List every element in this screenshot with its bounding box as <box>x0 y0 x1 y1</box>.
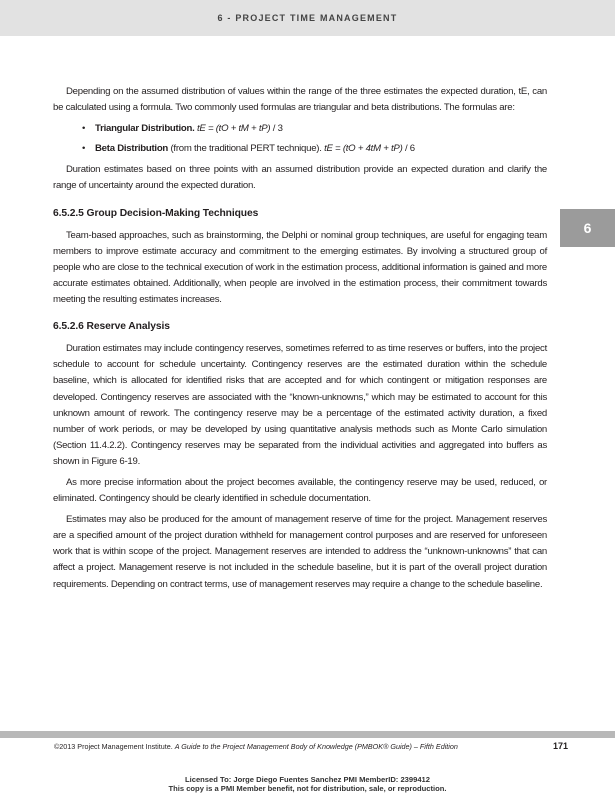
page-body <box>53 84 547 598</box>
footer-copyright <box>54 742 458 751</box>
formula-tail: / 6 <box>402 143 415 155</box>
chapter-tab: 6 <box>560 209 615 247</box>
intro-paragraph: Depending on the assumed distribution of values within the range of the three estimates the expected duration, tE, can be calculated using a formula. Two commonly used formulas are triangular and beta distributions. The formulas are: <box>53 86 547 114</box>
reserve-paragraph-2: As more precise information about the project becomes available, the contingency reserve may be used, reduced, or eliminated. Contingency should be clearly identified in schedule documentation. <box>53 476 547 505</box>
reserve-paragraph-1: Duration estimates may include contingency reserves, sometimes referred to as time reserves or buffers, into the project schedule to account for schedule uncertainty. Contingency reserves are the estimated duration within the schedule baseline, which is allocated for identified risks that are accepted and for which contingent or mitigation responses are developed. Contingency reserves are associated with the “known-unknowns,” which may be estimated to account for this unknown amount of rework. The contingency reserve may be a percentage of the estimated activity duration, a fixed number of work periods, or may be developed by using quantitative analysis methods such as Monte Carlo simulation (Section 11.4.2.2). Contingency reserves may be separated from the individual activities and aggregated into buffers as shown in Figure 6-19. <box>53 343 547 467</box>
section-heading-reserve-analysis: 6.5.2.6 Reserve Analysis <box>53 321 170 333</box>
running-header: 6 - PROJECT TIME MANAGEMENT <box>217 13 398 23</box>
license-notice <box>0 776 615 793</box>
list-item <box>95 141 547 157</box>
list-item <box>95 121 547 137</box>
formula: tE = (tO + tM + tP) <box>196 123 271 135</box>
formula-tail: / 3 <box>270 123 283 135</box>
intro-paragraph-2: Duration estimates based on three points with an assumed distribution provide an expected duration and clarify the range of uncertainty around the expected duration. <box>53 164 547 192</box>
book-title: A Guide to the Project Management Body of Knowledge (PMBOK® Guide) – Fifth Edition <box>174 742 458 751</box>
reserve-paragraph-3: Estimates may also be produced for the amount of management reserve of time for the project. Management reserves are a specified amount of the project duration withheld for management control purposes and are reserved for unforeseen work that is within scope of the project. Management reserves are intended to address the “unknown-unknowns” that can affect a project. Management reserve is not included in the schedule baseline, but it is part of the overall project duration requirements. Depending on contract terms, use of management reserves may require a change to the schedule baseline. <box>53 514 547 590</box>
bullet-label: Beta Distribution <box>95 143 169 155</box>
license-line-1: Licensed To: Jorge Diego Fuentes Sanchez PMI MemberID: 2399412 <box>184 775 431 784</box>
group-decision-paragraph: Team-based approaches, such as brainstorming, the Delphi or nominal group techniques, are useful for engaging team members to improve estimate accuracy and commitment to the emerging estimates. By involving a structured group of people who are close to the technical execution of work in the estimation process, additional information is gained and more accurate estimates obtained. Additionally, when people are involved in the estimation process, their commitment towards meeting the resulting estimates increases. <box>53 229 547 306</box>
formula-list <box>53 121 547 157</box>
bullet-label: Triangular Distribution. <box>95 123 195 135</box>
section-heading-group-decision: 6.5.2.5 Group Decision-Making Techniques <box>53 207 259 219</box>
license-line-2: This copy is a PMI Member benefit, not for distribution, sale, or reproduction. <box>168 783 447 793</box>
formula: tE = (tO + 4tM + tP) <box>324 143 403 155</box>
copyright-text: ©2013 Project Management Institute. <box>54 742 173 751</box>
page-number: 171 <box>552 741 568 751</box>
bullet-text: (from the traditional PERT technique). <box>168 143 325 155</box>
footer-band <box>0 731 615 738</box>
